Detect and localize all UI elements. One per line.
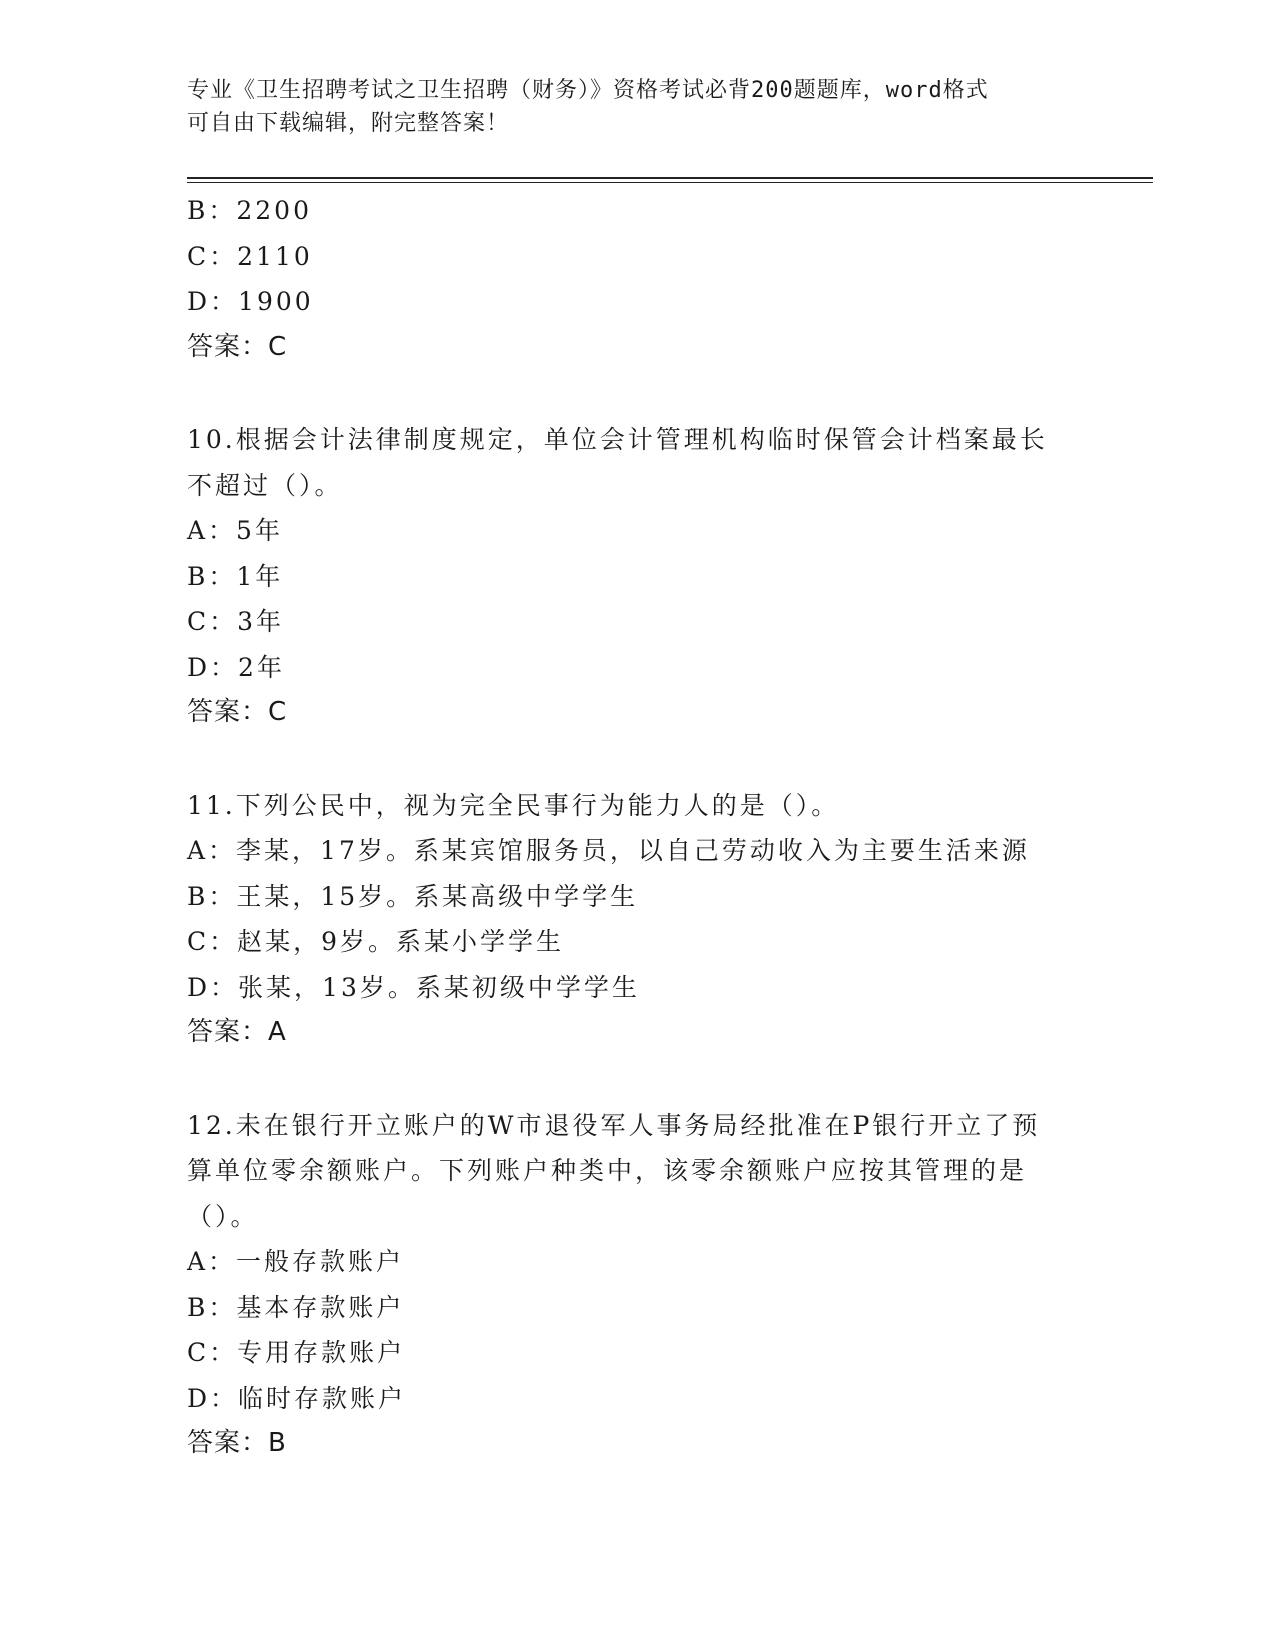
answer-line: 答案：B <box>187 1428 287 1458</box>
question-stem-line: （）。 <box>187 1201 259 1231</box>
answer-line: 答案：C <box>187 697 288 727</box>
header-divider-thick <box>187 177 1153 179</box>
answer-line: 答案：C <box>187 331 288 362</box>
question-stem-line: 11.下列公民中，视为完全民事行为能力人的是（）。 <box>187 790 840 820</box>
option-d: D：张某，13岁。系某初级中学学生 <box>187 972 640 1002</box>
header-line-1: 专业《卫生招聘考试之卫生招聘（财务）》资格考试必背200题题库，word格式 <box>187 78 989 103</box>
question-list <box>187 188 1087 1467</box>
option-b: B：基本存款账户 <box>187 1292 405 1322</box>
option-d: D：1900 <box>187 287 314 316</box>
option-c: C：2110 <box>187 241 313 271</box>
question-9-continuation <box>187 188 1087 370</box>
question-stem-line: 不超过（）。 <box>187 470 343 500</box>
option-d: D：临时存款账户 <box>187 1383 407 1413</box>
option-a: A：李某，17岁。系某宾馆服务员，以自己劳动收入为主要生活来源 <box>187 836 1030 865</box>
question-stem-line: 10.根据会计法律制度规定，单位会计管理机构临时保管会计档案最长 <box>187 425 1048 454</box>
document-header <box>187 74 1067 140</box>
option-a: A：一般存款账户 <box>187 1247 405 1276</box>
question-11 <box>187 783 1087 1056</box>
spacer <box>187 370 1087 417</box>
spacer <box>187 736 1087 783</box>
question-12 <box>187 1103 1087 1467</box>
option-c: C：专用存款账户 <box>187 1338 406 1367</box>
option-c: C：3年 <box>187 607 285 636</box>
question-stem-line: 算单位零余额账户。下列账户种类中，该零余额账户应按其管理的是 <box>187 1156 1028 1185</box>
option-b: B：王某，15岁。系某高级中学学生 <box>187 881 639 911</box>
option-c: C：赵某，9岁。系某小学学生 <box>187 927 565 956</box>
answer-line: 答案：A <box>187 1017 287 1047</box>
question-stem-line: 12.未在银行开立账户的W市退役军人事务局经批准在P银行开立了预 <box>187 1110 1041 1140</box>
spacer <box>187 1056 1087 1103</box>
question-10 <box>187 417 1087 736</box>
header-line-2: 可自由下载编辑，附完整答案！ <box>187 111 510 136</box>
option-b: B：1年 <box>187 561 284 591</box>
option-d: D：2年 <box>187 652 285 682</box>
option-a: A：5年 <box>187 516 283 545</box>
option-b: B：2200 <box>187 196 312 225</box>
header-divider-thin <box>187 182 1153 183</box>
